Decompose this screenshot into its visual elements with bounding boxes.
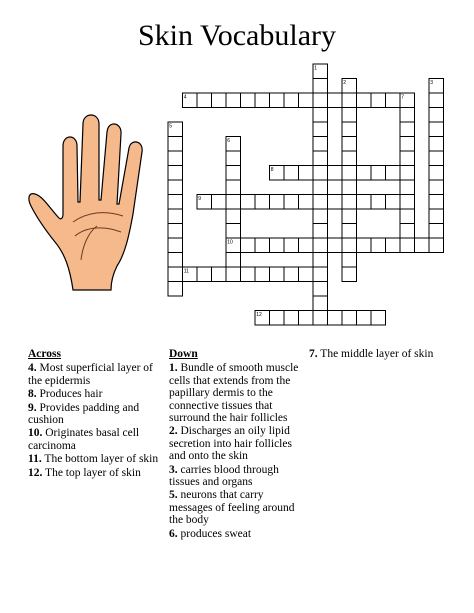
down-clues-continued: [309, 348, 445, 361]
grid-cell[interactable]: [313, 108, 328, 123]
down-clue-5: 5. neurons that carry messages of feeling around the body: [169, 489, 295, 527]
grid-cell[interactable]: [313, 166, 328, 181]
grid-cell[interactable]: [212, 93, 227, 108]
grid-cell[interactable]: [270, 195, 285, 210]
hand-illustration: [25, 114, 165, 294]
grid-cell[interactable]: [168, 195, 183, 210]
down-heading: Down: [169, 348, 198, 360]
grid-cell[interactable]: [313, 137, 328, 152]
grid-cell[interactable]: [342, 108, 357, 123]
grid-cell[interactable]: [400, 137, 415, 152]
grid-cell[interactable]: [429, 108, 444, 123]
grid-number: 12: [256, 312, 262, 318]
grid-cell[interactable]: [299, 311, 314, 326]
grid-cell[interactable]: [313, 282, 328, 297]
grid-cell[interactable]: [342, 122, 357, 137]
grid-cell[interactable]: [168, 137, 183, 152]
grid-cell[interactable]: [270, 311, 285, 326]
grid-cell[interactable]: [168, 238, 183, 253]
grid-cell[interactable]: [357, 166, 372, 181]
grid-cell[interactable]: [255, 238, 270, 253]
grid-cell[interactable]: [342, 93, 357, 108]
grid-cell[interactable]: [429, 151, 444, 166]
grid-cell[interactable]: [313, 180, 328, 195]
grid-cell[interactable]: [429, 137, 444, 152]
grid-cell[interactable]: [168, 166, 183, 181]
grid-cell[interactable]: [342, 224, 357, 239]
grid-cell[interactable]: [226, 224, 241, 239]
grid-cell[interactable]: [400, 209, 415, 224]
across-clues: [28, 348, 168, 480]
grid-cell[interactable]: [357, 238, 372, 253]
grid-cell[interactable]: [400, 180, 415, 195]
grid-cell[interactable]: [284, 93, 299, 108]
grid-cell[interactable]: [328, 311, 343, 326]
grid-cell[interactable]: [299, 166, 314, 181]
grid-cell[interactable]: [284, 267, 299, 282]
grid-cell[interactable]: [342, 166, 357, 181]
grid-cell[interactable]: [313, 296, 328, 311]
grid-cell[interactable]: [313, 93, 328, 108]
grid-cell[interactable]: [313, 122, 328, 137]
grid-cell[interactable]: [313, 267, 328, 282]
grid-cell[interactable]: [226, 253, 241, 268]
grid-cell[interactable]: [328, 166, 343, 181]
grid-cell[interactable]: [313, 224, 328, 239]
across-clue-9: 9. Provides padding and cushion: [28, 401, 140, 427]
grid-cell[interactable]: [270, 93, 285, 108]
grid-cell[interactable]: [241, 238, 256, 253]
grid-cell[interactable]: [342, 209, 357, 224]
grid-cell[interactable]: [400, 122, 415, 137]
grid-cell[interactable]: [168, 209, 183, 224]
grid-cell[interactable]: [400, 108, 415, 123]
grid-cell[interactable]: [168, 282, 183, 297]
grid-cell[interactable]: [168, 267, 183, 282]
grid-cell[interactable]: [226, 180, 241, 195]
grid-cell[interactable]: [429, 93, 444, 108]
grid-cell[interactable]: [212, 195, 227, 210]
grid-cell[interactable]: [429, 238, 444, 253]
grid-cell[interactable]: [197, 267, 212, 282]
grid-number: 8: [270, 167, 274, 173]
grid-cell[interactable]: [226, 267, 241, 282]
grid-cell[interactable]: [299, 238, 314, 253]
grid-cell[interactable]: [429, 195, 444, 210]
down-clues: [169, 348, 305, 541]
across-heading: Across: [28, 348, 62, 360]
grid-cell[interactable]: [255, 267, 270, 282]
grid-cell[interactable]: [212, 267, 227, 282]
grid-cell[interactable]: [328, 238, 343, 253]
grid-cell[interactable]: [313, 311, 328, 326]
grid-cell[interactable]: [429, 166, 444, 181]
grid-cell[interactable]: [342, 195, 357, 210]
down-clue-3: 3. carries blood through tissues and organs: [169, 463, 279, 489]
grid-cell[interactable]: [357, 93, 372, 108]
grid-cell[interactable]: [284, 311, 299, 326]
puzzle-title: Skin Vocabulary: [137, 19, 337, 52]
grid-cell[interactable]: [284, 238, 299, 253]
grid-cell[interactable]: [415, 238, 430, 253]
grid-cell[interactable]: [328, 93, 343, 108]
grid-number: 2: [343, 80, 346, 86]
grid-cell[interactable]: [226, 209, 241, 224]
down-clue-7: 7. The middle layer of skin: [309, 348, 434, 360]
grid-cell[interactable]: [313, 195, 328, 210]
down-clue-2: 2. Discharges an oily lipid secretion into hair follicles and onto the skin: [169, 425, 292, 463]
grid-cell[interactable]: [226, 166, 241, 181]
grid-cell[interactable]: [299, 195, 314, 210]
grid-number: 6: [227, 138, 230, 144]
grid-cell[interactable]: [313, 209, 328, 224]
grid-cell[interactable]: [357, 311, 372, 326]
grid-cell[interactable]: [371, 166, 386, 181]
grid-cell[interactable]: [284, 166, 299, 181]
grid-cell[interactable]: [342, 180, 357, 195]
grid-cell[interactable]: [386, 195, 401, 210]
down-clue-6: 6. produces sweat: [169, 527, 252, 540]
across-clue-12: 12. The top layer of skin: [28, 466, 141, 479]
grid-cell[interactable]: [226, 151, 241, 166]
grid-number: 1: [314, 65, 317, 72]
grid-cell[interactable]: [284, 195, 299, 210]
grid-cell[interactable]: [342, 253, 357, 268]
hand-shape: [29, 115, 142, 290]
grid-cell[interactable]: [241, 267, 256, 282]
grid-cell[interactable]: [371, 238, 386, 253]
grid-number: 5: [169, 123, 172, 130]
grid-cell[interactable]: [342, 267, 357, 282]
grid-cell[interactable]: [342, 137, 357, 152]
grid-cell[interactable]: [226, 195, 241, 210]
down-clue-1: 1. Bundle of smooth muscle cells that extends from the papillary dermis to the connective tissues that surround the hair follicles: [169, 362, 299, 425]
grid-cell[interactable]: [313, 151, 328, 166]
grid-cell[interactable]: [400, 151, 415, 166]
grid-cell[interactable]: [168, 180, 183, 195]
grid-cell[interactable]: [400, 166, 415, 181]
grid-number: 3: [430, 80, 433, 86]
grid-cell[interactable]: [342, 151, 357, 166]
grid-number: 9: [198, 196, 201, 202]
grid-cell[interactable]: [400, 224, 415, 239]
grid-cell[interactable]: [168, 253, 183, 268]
grid-number: 10: [227, 239, 233, 246]
grid-number: 11: [183, 268, 189, 275]
grid-cell[interactable]: [400, 195, 415, 210]
grid-cell[interactable]: [429, 122, 444, 137]
grid-cell[interactable]: [241, 93, 256, 108]
grid-cell[interactable]: [226, 93, 241, 108]
grid-cell[interactable]: [342, 311, 357, 326]
grid-cell[interactable]: [313, 238, 328, 253]
grid-cell[interactable]: [371, 93, 386, 108]
grid-cell[interactable]: [299, 267, 314, 282]
grid-cell[interactable]: [386, 166, 401, 181]
grid-cell[interactable]: [255, 93, 270, 108]
across-clue-10: 10. Originates basal cell carcinoma: [28, 427, 140, 452]
grid-cell[interactable]: [357, 195, 372, 210]
grid-cell[interactable]: [386, 238, 401, 253]
grid-number: 7: [401, 94, 404, 101]
grid-cell[interactable]: [386, 93, 401, 108]
grid-cell[interactable]: [429, 180, 444, 195]
grid-number: 4: [183, 94, 187, 101]
grid-cell[interactable]: [270, 267, 285, 282]
grid-cell[interactable]: [313, 79, 328, 94]
grid-cell[interactable]: [197, 93, 212, 108]
grid-cell[interactable]: [255, 195, 270, 210]
grid-cell[interactable]: [168, 224, 183, 239]
grid-cell[interactable]: [313, 253, 328, 268]
grid-cell[interactable]: [429, 224, 444, 239]
grid-cell[interactable]: [371, 311, 386, 326]
grid-cell[interactable]: [270, 238, 285, 253]
grid-cell[interactable]: [400, 238, 415, 253]
grid-cell[interactable]: [328, 195, 343, 210]
across-clue-8: 8. Produces hair: [28, 388, 103, 401]
grid-cell[interactable]: [241, 195, 256, 210]
across-clue-11: 11. The bottom layer of skin: [28, 453, 159, 466]
grid-cell[interactable]: [299, 93, 314, 108]
grid-cell[interactable]: [342, 238, 357, 253]
grid-cell[interactable]: [371, 195, 386, 210]
grid-cell[interactable]: [168, 151, 183, 166]
grid-cell[interactable]: [429, 209, 444, 224]
across-clue-4: 4. Most superficial layer of the epidermis: [28, 362, 153, 387]
